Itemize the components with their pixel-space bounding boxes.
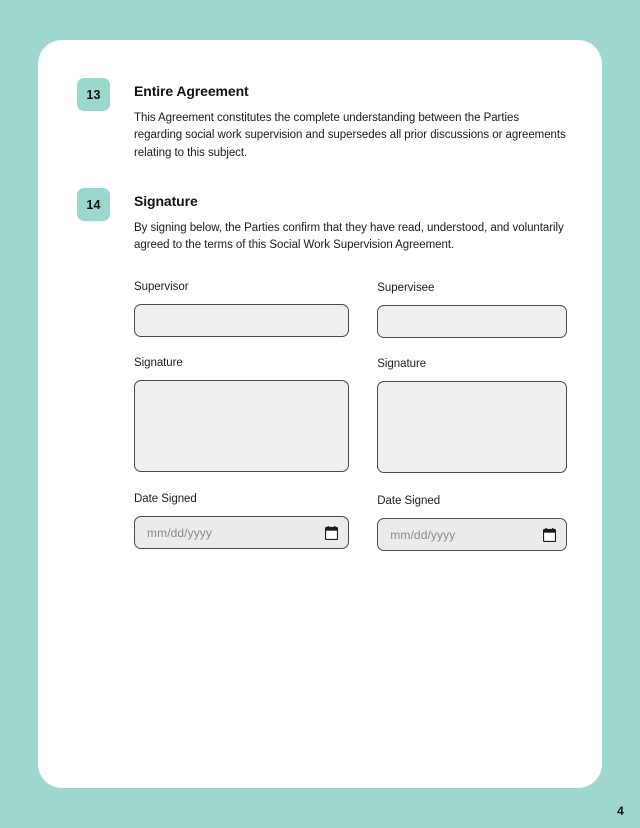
supervisee-name-input[interactable] <box>377 305 567 338</box>
clause-body-14 <box>134 192 567 255</box>
supervisee-date-input[interactable] <box>377 518 567 551</box>
supervisor-column <box>134 280 349 551</box>
clause-text-13: This Agreement constitutes the complete understanding between the Parties regarding social work supervision and supersedes all prior discussions or agreements relating to this subject. <box>134 112 566 159</box>
page-number: 4 <box>617 804 624 818</box>
supervisor-date-input[interactable] <box>134 516 349 549</box>
supervisee-date-wrapper <box>377 518 567 551</box>
clause-number-badge-13: 13 <box>77 78 110 111</box>
clause-title-13: Entire Agreement <box>134 83 249 99</box>
supervisor-name-label: Supervisor <box>134 281 189 293</box>
clause-title-14: Signature <box>134 193 198 209</box>
document-card <box>38 40 602 788</box>
signature-form <box>77 280 567 551</box>
supervisor-signature-box[interactable] <box>134 380 349 472</box>
supervisee-signature-box[interactable] <box>377 381 567 473</box>
clause-section-13 <box>77 78 567 162</box>
supervisee-name-label: Supervisee <box>377 282 435 294</box>
clause-section-14 <box>77 188 567 255</box>
supervisor-date-label: Date Signed <box>134 493 197 505</box>
supervisor-name-input[interactable] <box>134 304 349 337</box>
supervisee-date-label: Date Signed <box>377 495 441 507</box>
clause-number-badge-14: 14 <box>77 188 110 221</box>
supervisor-date-wrapper <box>134 516 349 549</box>
clause-body-13 <box>134 82 567 162</box>
supervisor-signature-label: Signature <box>134 357 183 369</box>
supervisee-signature-label: Signature <box>377 358 427 370</box>
supervisee-column <box>377 280 567 551</box>
clause-text-14: By signing below, the Parties confirm that they have read, understood, and voluntarily agreed to the terms of this Social Work Supervision Agreement. <box>134 222 564 252</box>
signature-columns <box>77 280 567 551</box>
